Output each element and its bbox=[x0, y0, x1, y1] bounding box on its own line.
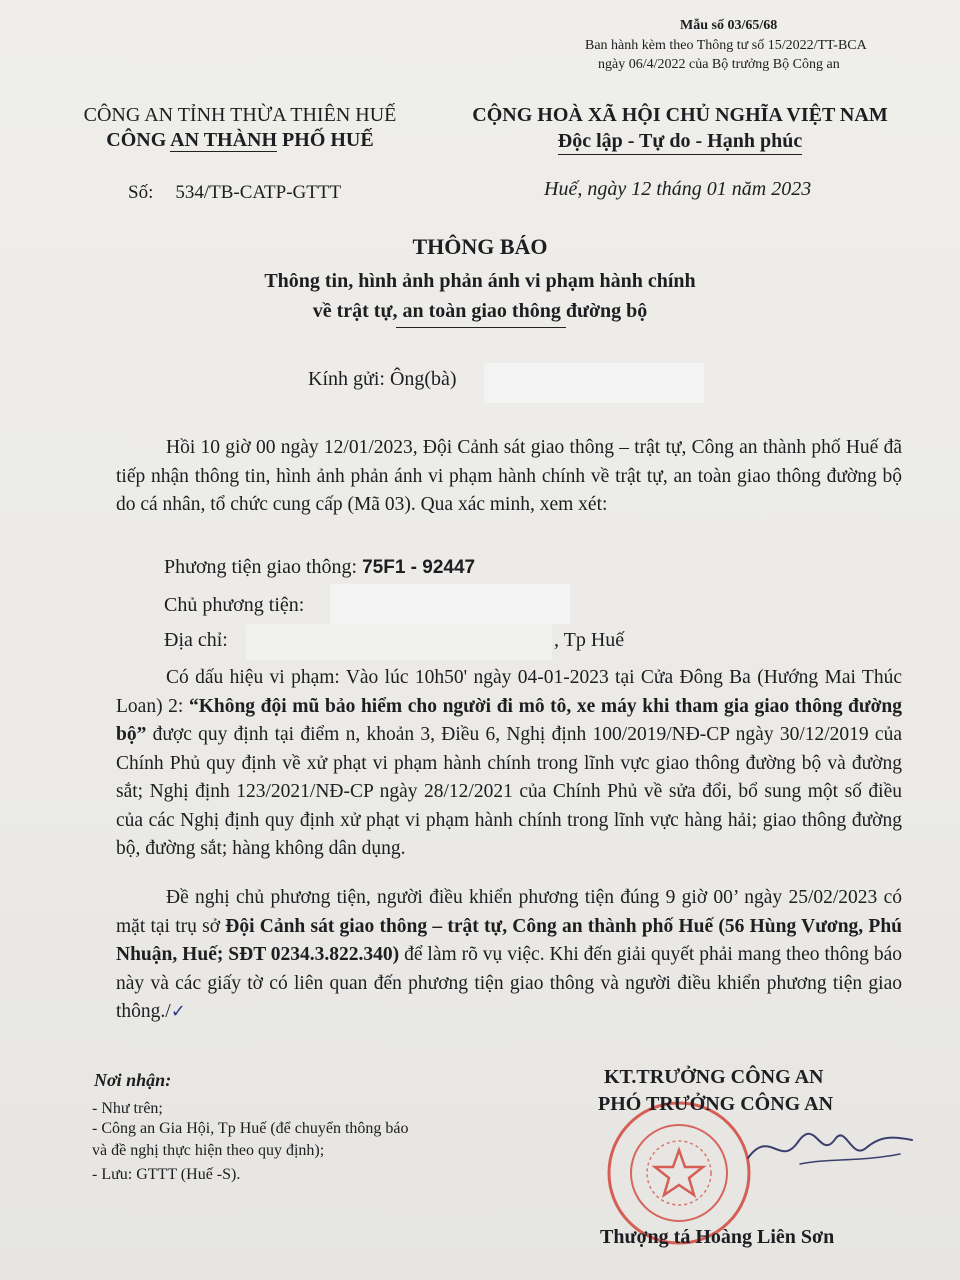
owner-label: Chủ phương tiện: bbox=[164, 594, 305, 616]
recipient-item: - Như trên; bbox=[92, 1100, 163, 1117]
signature-title-line1: KT.TRƯỞNG CÔNG AN bbox=[604, 1066, 824, 1088]
request-text-a: Đề nghị chủ phương tiện, người điều khiển phương tiện đúng 9 giờ 00’ ngày 25/02/2023 có mặt tại trụ sở bbox=[116, 887, 902, 937]
check-mark-icon: ✓ bbox=[170, 1001, 186, 1022]
body-paragraph-violation bbox=[116, 664, 902, 864]
vehicle-field bbox=[164, 556, 475, 579]
subtitle-underline bbox=[396, 327, 566, 328]
form-number: Mẫu số 03/65/68 bbox=[680, 18, 778, 33]
parent-agency: CÔNG AN TỈNH THỪA THIÊN HUẾ bbox=[83, 104, 397, 126]
vehicle-plate: 75F1 - 92447 bbox=[362, 557, 476, 578]
agency-name bbox=[40, 129, 440, 152]
form-issuance-date: ngày 06/4/2022 của Bộ trưởng Bộ Công an bbox=[598, 57, 840, 72]
agency-name-underlined: AN THÀNH bbox=[170, 129, 278, 151]
national-motto: Độc lập - Tự do - Hạnh phúc bbox=[558, 130, 802, 155]
national-header bbox=[440, 104, 920, 155]
document-subtitle-line2: về trật tự, an toàn giao thông đường bộ bbox=[312, 300, 648, 322]
vehicle-label: Phương tiện giao thông: bbox=[164, 556, 363, 578]
request-office: Đội Cảnh sát giao thông – trật tự, Công an thành phố Huế (56 Hùng Vương, Phú Nhuận, Huế; SĐT 0234.3.822.340) bbox=[116, 915, 903, 965]
agency-name-suffix: PHỐ HUẾ bbox=[277, 129, 374, 151]
nation-title: CỘNG HOÀ XÃ HỘI CHỦ NGHĨA VIỆT NAM bbox=[472, 104, 888, 126]
document-number-label: Số: bbox=[128, 182, 154, 203]
signature-title-line2: PHÓ TRƯỞNG CÔNG AN bbox=[598, 1093, 834, 1115]
request-text-b: để làm rõ vụ việc. Khi đến giải quyết phải mang theo thông báo này và các giấy tờ có liên quan đến phương tiện giao thông và người điều khiển phương tiện giao thông./ bbox=[116, 944, 902, 1022]
issuing-agency-header bbox=[40, 104, 440, 152]
document-number bbox=[128, 182, 341, 204]
document-number-value: 534/TB-CATP-GTTT bbox=[175, 182, 342, 203]
address-label: Địa chỉ: bbox=[164, 629, 228, 651]
place-and-date: Huế, ngày 12 tháng 01 năm 2023 bbox=[544, 178, 812, 200]
redacted-owner-name bbox=[330, 584, 570, 624]
violation-text-b: được quy định tại điểm n, khoản 3, Điều 6, Nghị định 100/2019/NĐ-CP ngày 30/12/2019 của Chính Phủ quy định về xử phạt vi phạm hành chính trong lĩnh vực giao thông đường bộ và đường sắt; Nghị định 123/2021/NĐ-CP ngày 28/12/2021 của Chính Phủ về sửa đổi, bổ sung một số điều của các Nghị định quy định xử phạt vi phạm hành chính trong lĩnh vực hàng hải; giao thông đường bộ, đường sắt; hàng không dân dụng. bbox=[116, 724, 902, 859]
body-paragraph-request bbox=[116, 884, 902, 1027]
redacted-address bbox=[246, 624, 552, 660]
document-subtitle-line1: Thông tin, hình ảnh phản ánh vi phạm hành chính bbox=[264, 270, 696, 292]
recipients-title: Nơi nhận: bbox=[94, 1070, 172, 1090]
redacted-recipient-name bbox=[484, 363, 704, 403]
address-field bbox=[164, 629, 625, 652]
recipient-item: và đề nghị thực hiện theo quy định); bbox=[92, 1142, 325, 1159]
violation-description: “Không đội mũ bảo hiểm cho người đi mô tô, xe máy khi tham gia giao thông đường bộ” bbox=[116, 695, 902, 745]
signer-name: Thượng tá Hoàng Liên Sơn bbox=[600, 1226, 835, 1248]
body-paragraph-intro: Hồi 10 giờ 00 ngày 12/01/2023, Đội Cảnh sát giao thông – trật tự, Công an thành phố Huế đã tiếp nhận thông tin, hình ảnh phản ánh vi phạm hành chính về trật tự, an toàn giao thông đường bộ do cá nhân, tổ chức cung cấp (Mã 03). Qua xác minh, xem xét: bbox=[116, 437, 902, 515]
owner-field bbox=[164, 594, 304, 617]
recipient-item: - Lưu: GTTT (Huế -S). bbox=[92, 1166, 241, 1183]
recipient-item: - Công an Gia Hội, Tp Huế (để chuyển thông báo bbox=[92, 1120, 409, 1137]
salutation: Kính gửi: Ông(bà) bbox=[308, 368, 457, 390]
agency-name-prefix: CÔNG bbox=[106, 129, 171, 151]
form-issuance-note: Ban hành kèm theo Thông tư số 15/2022/TT-BCA bbox=[585, 38, 867, 53]
violation-text-a: Có dấu hiệu vi phạm: Vào lúc 10h50' ngày 04-01-2023 tại Cửa Đông Ba (Hướng Mai Thúc Loan) 2: bbox=[116, 667, 902, 717]
document-title: THÔNG BÁO bbox=[412, 234, 548, 259]
handwritten-signature-icon bbox=[740, 1118, 920, 1178]
address-city: , Tp Huế bbox=[554, 629, 625, 651]
